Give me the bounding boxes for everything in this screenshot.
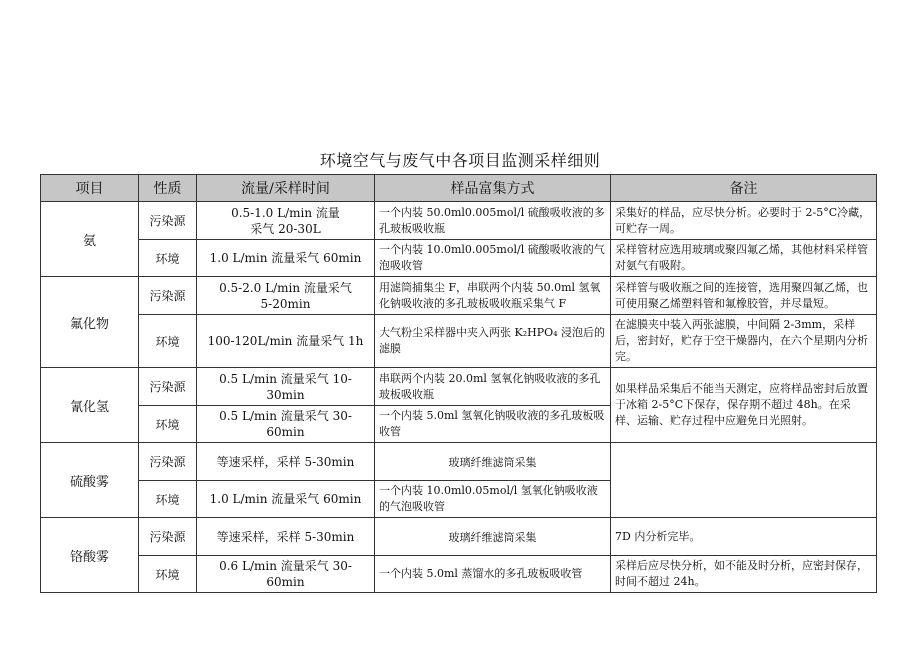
flow-cell: 0.5 L/min 流量采气 10-30min [197, 368, 375, 406]
table-row [41, 518, 877, 556]
note-cell: 采样后应尽快分析，如不能及时分析，应密封保存，时间不超过 24h。 [611, 556, 877, 593]
nature-cell: 污染源 [139, 518, 197, 556]
nature-cell: 污染源 [139, 277, 197, 315]
nature-cell: 环境 [139, 481, 197, 518]
note-cell: 如果样品采集后不能当天测定，应将样品密封后放置于冰箱 2-5°C下保存，保存期不超过 48h。在采样、运输、贮存过程中应避免日光照射。 [611, 368, 877, 443]
nature-cell: 环境 [139, 240, 197, 277]
nature-cell: 环境 [139, 406, 197, 443]
item-cell: 氟化物 [41, 277, 139, 368]
table-row [41, 277, 877, 315]
method-cell: 一个内装 50.0ml0.005mol/l 硫酸吸收液的多孔玻板吸收瓶 [375, 202, 611, 240]
header-method: 样品富集方式 [375, 175, 611, 202]
item-cell: 硫酸雾 [41, 443, 139, 518]
flow-cell: 等速采样，采样 5-30min [197, 443, 375, 481]
flow-cell [197, 202, 375, 240]
note-cell: 在滤膜夹中装入两张滤膜，中间隔 2-3mm，采样后，密封好，贮存于空干燥器内，在六个星期内分析完。 [611, 315, 877, 368]
table-header-row [41, 175, 877, 202]
flow-text: 0.5-1.0 L/min 流量 采气 20-30L [231, 205, 340, 236]
method-cell: 用滤筒捕集尘 F，串联两个内装 50.0ml 氢氧化钠吸收液的多孔玻板吸收瓶采集气 F [375, 277, 611, 315]
method-cell: 串联两个内装 20.0ml 氢氧化钠吸收液的多孔玻板吸收瓶 [375, 368, 611, 406]
method-cell: 大气粉尘采样器中夹入两张 K₂HPO₄ 浸泡后的滤膜 [375, 315, 611, 368]
header-flow: 流量/采样时间 [197, 175, 375, 202]
method-cell: 玻璃纤维滤筒采集 [375, 518, 611, 556]
header-nature: 性质 [139, 175, 197, 202]
table-row [41, 202, 877, 240]
note-cell [611, 443, 877, 518]
table-row [41, 556, 877, 593]
header-item: 项目 [41, 175, 139, 202]
document-title: 环境空气与废气中各项目监测采样细则 [319, 151, 601, 170]
nature-cell: 污染源 [139, 202, 197, 240]
note-cell: 采样管材应选用玻璃或聚四氟乙烯，其他材料采样管对氨气有吸附。 [611, 240, 877, 277]
header-note: 备注 [611, 175, 877, 202]
flow-cell: 100-120L/min 流量采气 1h [197, 315, 375, 368]
nature-cell: 环境 [139, 315, 197, 368]
method-cell: 玻璃纤维滤筒采集 [375, 443, 611, 481]
flow-cell [197, 277, 375, 315]
flow-cell: 0.6 L/min 流量采气 30-60min [197, 556, 375, 593]
nature-cell: 污染源 [139, 368, 197, 406]
table-row [41, 443, 877, 481]
note-cell: 采集好的样品，应尽快分析。必要时于 2-5°C冷藏，可贮存一周。 [611, 202, 877, 240]
item-cell: 氰化氢 [41, 368, 139, 443]
flow-cell: 1.0 L/min 流量采气 60min [197, 481, 375, 518]
sampling-table [40, 174, 877, 593]
method-cell: 一个内装 10.0ml0.005mol/l 硫酸吸收液的气泡吸收管 [375, 240, 611, 277]
note-cell: 采样管与吸收瓶之间的连接管，选用聚四氟乙烯，也可使用聚乙烯塑料管和氟橡胶管，并尽量短。 [611, 277, 877, 315]
flow-cell: 0.5 L/min 流量采气 30-60min [197, 406, 375, 443]
table-row [41, 315, 877, 368]
table-row [41, 368, 877, 406]
method-cell: 一个内装 5.0ml 氢氧化钠吸收液的多孔玻板吸收管 [375, 406, 611, 443]
nature-cell: 污染源 [139, 443, 197, 481]
flow-text: 0.5-2.0 L/min 流量采气 5-20min [219, 280, 352, 311]
item-cell: 氨 [41, 202, 139, 277]
method-cell: 一个内装 5.0ml 蒸馏水的多孔玻板吸收管 [375, 556, 611, 593]
nature-cell: 环境 [139, 556, 197, 593]
table-row [41, 240, 877, 277]
note-cell: 7D 内分析完毕。 [611, 518, 877, 556]
method-cell: 一个内装 10.0ml0.05mol/l 氢氧化钠吸收液的气泡吸收管 [375, 481, 611, 518]
item-cell: 铬酸雾 [41, 518, 139, 593]
flow-cell: 等速采样，采样 5-30min [197, 518, 375, 556]
flow-cell: 1.0 L/min 流量采气 60min [197, 240, 375, 277]
